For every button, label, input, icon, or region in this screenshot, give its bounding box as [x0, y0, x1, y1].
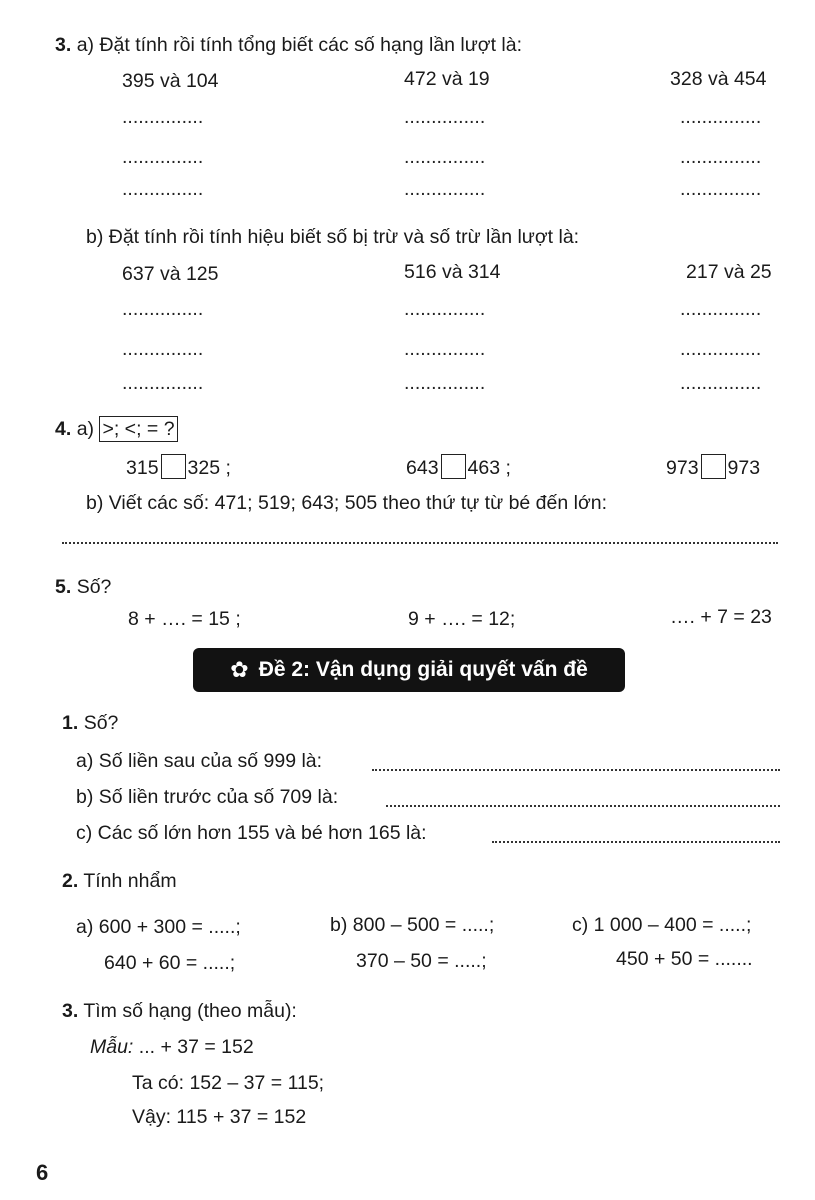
answer-line[interactable] — [386, 805, 780, 807]
section-title: Đề 2: Vận dụng giải quyết vấn đề — [258, 658, 588, 681]
q5-number: 5. — [55, 576, 72, 598]
answer-line[interactable]: ............... — [404, 298, 486, 320]
compare-right: 325 ; — [187, 457, 231, 479]
answer-line[interactable]: ............... — [680, 146, 762, 168]
answer-line[interactable]: ............... — [122, 338, 204, 360]
answer-line[interactable]: ............... — [680, 298, 762, 320]
answer-line[interactable]: ............... — [680, 106, 762, 128]
s1-item-b: b) Số liền trước của số 709 là: — [76, 786, 339, 808]
q4b-instruction: b) Viết các số: 471; 519; 643; 505 theo thứ tự từ bé đến lớn: — [86, 492, 608, 514]
compare-answer-box[interactable] — [441, 454, 466, 479]
s3-title: Tìm số hạng (theo mẫu): — [83, 1000, 297, 1022]
compare-item-1 — [126, 454, 231, 479]
compare-right: 463 ; — [467, 457, 511, 479]
s2-item: b) 800 – 500 = .....; — [330, 914, 495, 936]
q3b-pair-2: 516 và 314 — [404, 261, 501, 283]
compare-left: 973 — [666, 457, 699, 479]
q3-number: 3. — [55, 34, 72, 56]
s3-heading — [62, 1002, 297, 1022]
compare-answer-box[interactable] — [701, 454, 726, 479]
answer-line[interactable]: ............... — [122, 298, 204, 320]
compare-answer-box[interactable] — [161, 454, 186, 479]
section-banner — [193, 648, 625, 692]
s1-title: Số? — [83, 712, 119, 734]
answer-line[interactable]: ............... — [404, 146, 486, 168]
s2-heading — [62, 872, 177, 892]
s2-number: 2. — [62, 870, 79, 892]
s3-step-1: Ta có: 152 – 37 = 115; — [132, 1072, 325, 1094]
answer-line[interactable]: ............... — [404, 372, 486, 394]
flower-icon: ✿ — [230, 657, 249, 682]
compare-item-2 — [406, 454, 511, 479]
answer-line[interactable]: ............... — [680, 372, 762, 394]
q3b-pair-3: 217 và 25 — [686, 261, 772, 283]
s3-example — [90, 1038, 254, 1058]
compare-left: 315 — [126, 457, 159, 479]
answer-line[interactable]: ............... — [122, 372, 204, 394]
s2-item: 640 + 60 = .....; — [104, 952, 236, 974]
s3-number: 3. — [62, 1000, 79, 1022]
q3a-pair-1: 395 và 104 — [122, 70, 219, 92]
q3b-pair-1: 637 và 125 — [122, 263, 219, 285]
q3b-instruction: b) Đặt tính rồi tính hiệu biết số bị trừ và số trừ lần lượt là: — [86, 226, 580, 248]
answer-line[interactable]: ............... — [122, 146, 204, 168]
q4-heading — [55, 420, 178, 440]
q5-item-3: …. + 7 = 23 — [670, 606, 772, 628]
q5-item-1: 8 + …. = 15 ; — [128, 608, 241, 630]
s2-item: a) 600 + 300 = .....; — [76, 916, 241, 938]
answer-line[interactable]: ............... — [122, 178, 204, 200]
q3a-heading — [55, 36, 522, 56]
s2-title: Tính nhẩm — [83, 870, 177, 892]
answer-line[interactable]: ............... — [404, 338, 486, 360]
answer-line[interactable]: ............... — [680, 178, 762, 200]
s1-number: 1. — [62, 712, 79, 734]
s2-item: c) 1 000 – 400 = .....; — [572, 914, 752, 936]
compare-item-3 — [666, 454, 760, 479]
q5-item-2: 9 + …. = 12; — [408, 608, 516, 630]
q4a-prefix: a) — [76, 418, 95, 440]
q5-heading — [55, 578, 111, 598]
q3a-instruction: a) Đặt tính rồi tính tổng biết các số hạng lần lượt là: — [76, 34, 523, 56]
page-number: 6 — [36, 1160, 49, 1185]
s2-item: 370 – 50 = .....; — [356, 950, 487, 972]
q4-number: 4. — [55, 418, 72, 440]
compare-signs-box: >; <; = ? — [99, 416, 177, 442]
s2-item: 450 + 50 = ....... — [616, 948, 753, 970]
answer-line[interactable] — [492, 841, 780, 843]
answer-line[interactable]: ............... — [404, 106, 486, 128]
q5-title: Số? — [76, 576, 112, 598]
answer-line-full[interactable] — [62, 542, 778, 544]
compare-right: 973 — [727, 457, 761, 479]
s1-heading — [62, 714, 118, 734]
s1-item-a: a) Số liền sau của số 999 là: — [76, 750, 323, 772]
q3a-pair-2: 472 và 19 — [404, 68, 490, 90]
answer-line[interactable]: ............... — [404, 178, 486, 200]
q3a-pair-3: 328 và 454 — [670, 68, 767, 90]
answer-line[interactable] — [372, 769, 780, 771]
example-label: Mẫu: — [90, 1036, 134, 1058]
s3-step-2: Vậy: 115 + 37 = 152 — [132, 1106, 307, 1128]
answer-line[interactable]: ............... — [680, 338, 762, 360]
example-equation: ... + 37 = 152 — [138, 1036, 254, 1058]
answer-line[interactable]: ............... — [122, 106, 204, 128]
compare-left: 643 — [406, 457, 439, 479]
s1-item-c: c) Các số lớn hơn 155 và bé hơn 165 là: — [76, 822, 427, 844]
